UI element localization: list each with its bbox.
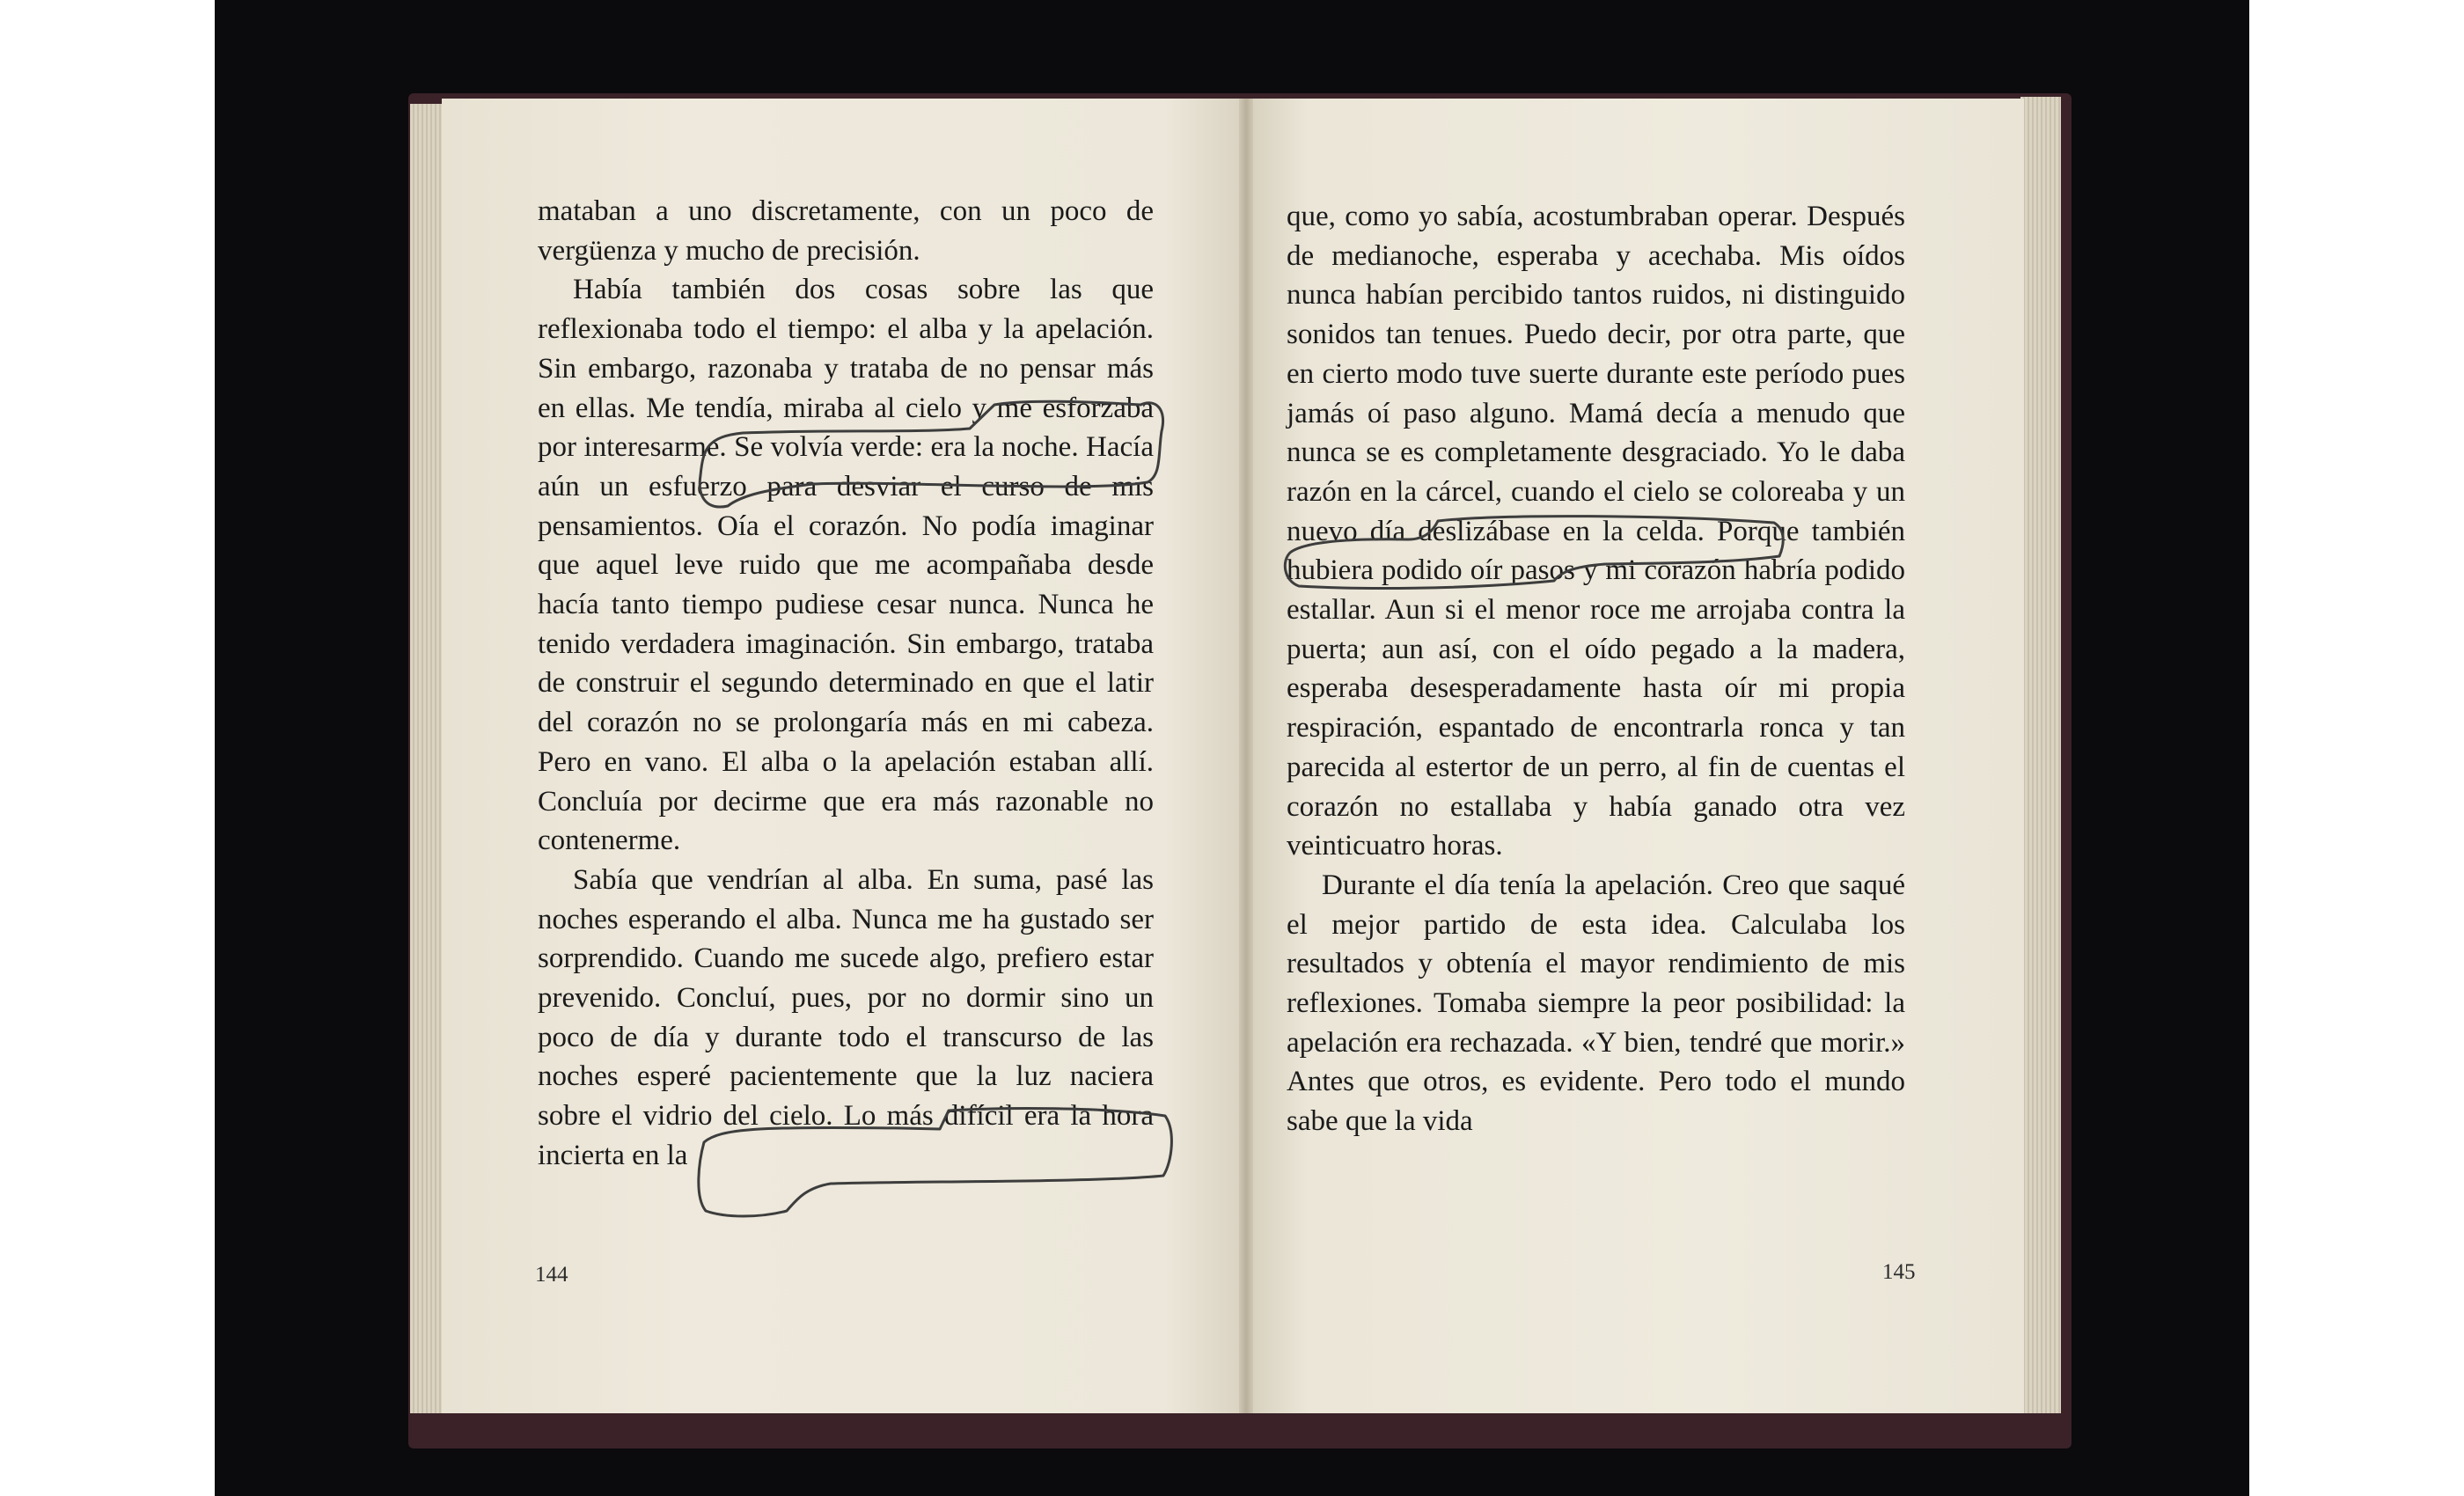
book-gutter — [1239, 99, 1253, 1413]
left-page-text — [538, 192, 1154, 1176]
right-paragraph-2: Durante el día tenía la apelación. Creo que saqué el mejor partido de esta idea. Calculaba los resultados y obtenía el mayor rendimiento de mis reflexiones. Tomaba siempre la peor posibilidad: la apelación era rechazada. «Y bien, tendré que morir.» Antes que otros, es evidente. Pero todo el mundo sabe que la vida — [1287, 869, 1905, 1138]
left-page-number: 144 — [535, 1263, 568, 1287]
right-page-text — [1287, 197, 1905, 1141]
left-paragraph-1: mataban a uno discretamente, con un poco de vergüenza y mucho de precisión. — [538, 195, 1154, 267]
right-page-number: 145 — [1882, 1260, 1916, 1284]
right-page-edges — [2020, 97, 2061, 1413]
left-paragraph-2: Había también dos cosas sobre las que reflexionaba todo el tiempo: el alba y la apelación. Sin embargo, razonaba y trataba de no pensar más en ellas. Me tendía, miraba al cielo y me esforzaba por interesarme. Se volvía verde: era la noche. Hacía aún un esfuerzo para desviar el curso de mis pensamientos. Oía el corazón. No podía imaginar que aquel leve ruido que me acompañaba desde hacía tanto tiempo pudiese cesar nunca. Nunca he tenido verdadera imaginación. Sin embargo, trataba de construir el segundo determinado en que el latir del corazón no se prolongaría más en mi cabeza. Pero en vano. El alba o la apelación estaban allí. Concluía por decirme que era más razonable no contenerme. — [538, 274, 1154, 857]
photo-scene — [215, 0, 2249, 1496]
right-paragraph-1: que, como yo sabía, acostumbraban operar. Después de medianoche, esperaba y acechaba. Mis oídos nunca habían percibido tantos ruidos, ni distinguido sonidos tan tenues. Puedo decir, por otra parte, que en cierto modo tuve suerte durante este período pues jamás oí paso alguno. Mamá decía a menudo que nunca se es completamente desgraciado. Yo le daba razón en la cárcel, cuando el cielo se coloreaba y un nuevo día deslizábase en la celda. Porque también hubiera podido oír pasos y mi corazón habría podido estallar. Aun si el menor roce me arrojaba contra la puerta; aun así, con el oído pegado a la madera, esperaba desesperadamente hasta oír mi propia respiración, espantado de encontrarla ronca y tan parecida al estertor de un perro, al fin de cuentas el corazón no estallaba y había ganado otra vez veinticuatro horas. — [1287, 201, 1905, 862]
left-paragraph-3: Sabía que vendrían al alba. En suma, pasé las noches esperando el alba. Nunca me ha gustado ser sorprendido. Cuando me sucede algo, prefiero estar prevenido. Concluí, pues, por no dormir sino un poco de día y durante todo el transcurso de las noches esperé pacientemente que la luz naciera sobre el vidrio del cielo. Lo más difícil era la hora incierta en la — [538, 863, 1154, 1171]
